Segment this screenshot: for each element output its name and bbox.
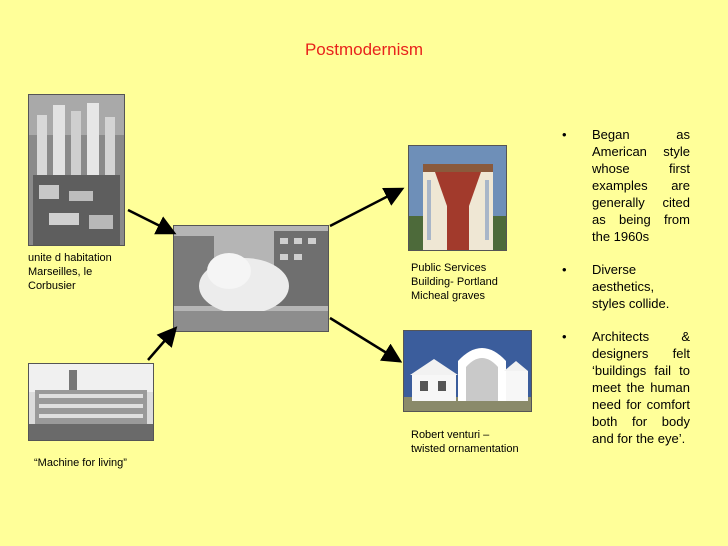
page-title: Postmodernism — [304, 40, 424, 59]
caption-machine-for-living: “Machine for living” — [34, 457, 127, 469]
bullet-item: • Began as American style whose first examples are generally cited as being from the 1960s — [562, 126, 690, 245]
arrow-to-portland — [330, 190, 400, 226]
arrow-from-unite — [128, 210, 172, 232]
arrow-to-venturi — [330, 318, 398, 360]
bullet-item: • Diverse aesthetics, styles collide. — [562, 261, 690, 312]
arrow-from-machine — [148, 330, 174, 360]
bullet-item: • Architects & designers felt ‘buildings fail to meet the human need for comfort both for body and for the eye’. — [562, 328, 690, 447]
caption-venturi-house: Robert venturi – twisted ornamentation — [411, 429, 519, 455]
bullet-list — [562, 126, 690, 463]
caption-unite-habitation: unite d habitation Marseilles, le Corbusier — [28, 252, 112, 292]
caption-portland-building: Public Services Building- Portland Micheal graves — [411, 262, 498, 302]
